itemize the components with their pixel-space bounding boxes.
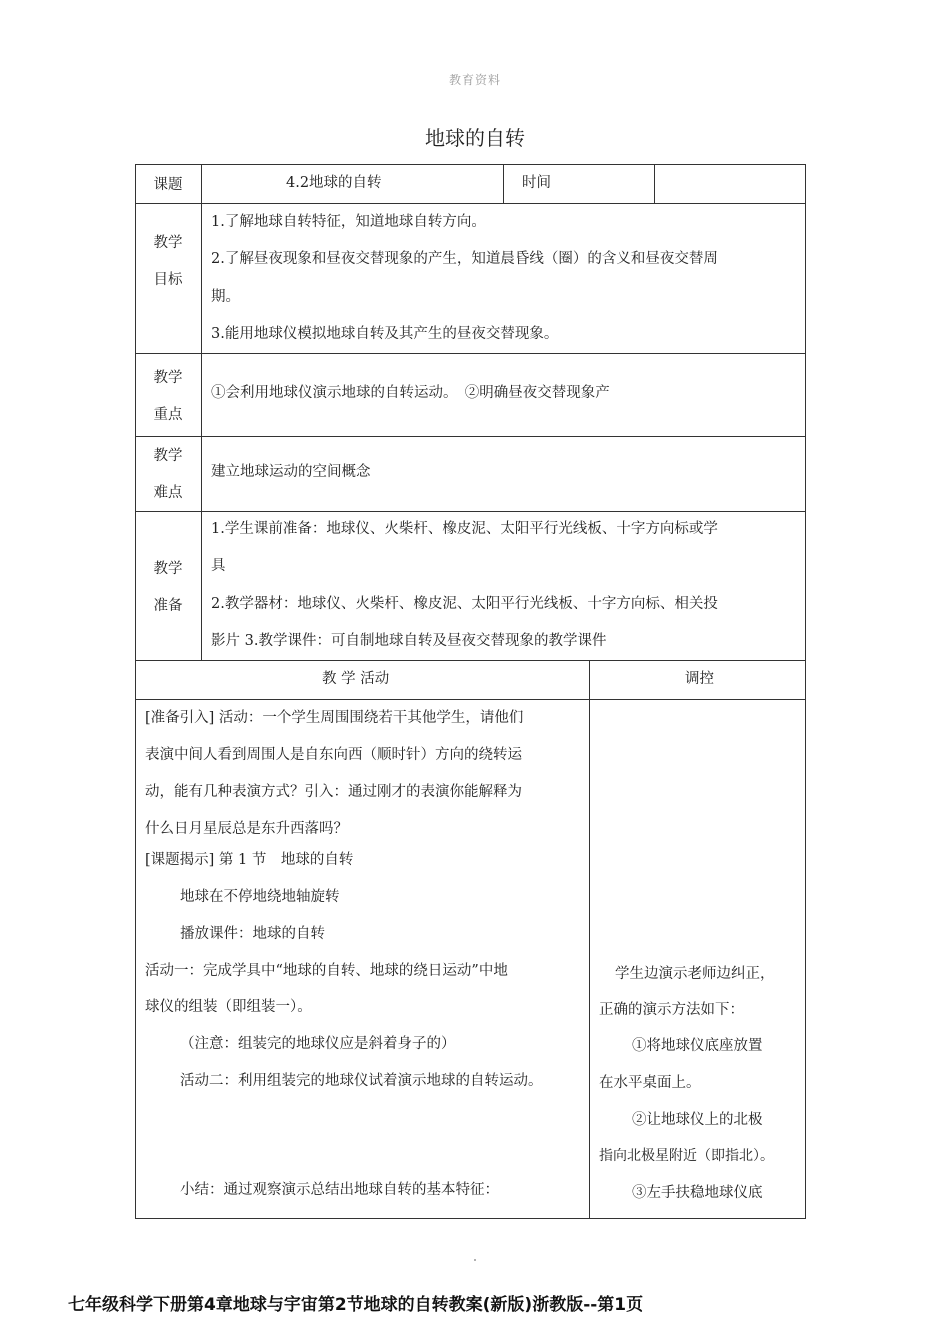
prep-line: 1.学生课前准备：地球仪、火柴杆、橡皮泥、太阳平行光线板、十字方向标或学 bbox=[211, 521, 718, 537]
key-text: ①会利用地球仪演示地球的自转运动。 ②明确昼夜交替现象产 bbox=[211, 385, 610, 401]
topic-label: 课题 bbox=[153, 177, 183, 193]
activity-line: 球仪的组装（即组装一）。 bbox=[145, 999, 312, 1015]
activity-line: 动，能有几种表演方式？引入：通过刚才的表演你能解释为 bbox=[145, 784, 522, 800]
activity-line: 活动一：完成学具中“地球的自转、地球的绕日运动”中地 bbox=[145, 963, 508, 979]
activity-line: 活动二：利用组装完的地球仪试着演示地球的自转运动。 bbox=[180, 1073, 543, 1089]
prep-line: 具 bbox=[211, 558, 226, 574]
activity-header: 教 学 活动 bbox=[322, 671, 390, 687]
prep-label-2: 准备 bbox=[153, 598, 183, 614]
page-title: 地球的自转 bbox=[425, 126, 525, 150]
goal-line: 1.了解地球自转特征，知道地球自转方向。 bbox=[211, 214, 486, 230]
control-line: 正确的演示方法如下： bbox=[599, 1002, 744, 1018]
activity-line: [准备引入] 活动：一个学生周围围绕若干其他学生，请他们 bbox=[145, 710, 524, 726]
goal-line: 3.能用地球仪模拟地球自转及其产生的昼夜交替现象。 bbox=[211, 326, 559, 342]
activity-line: 表演中间人看到周围人是自东向西（顺时针）方向的绕转运 bbox=[145, 747, 522, 763]
activity-line: 什么日月星辰总是东升西落吗？ bbox=[145, 821, 348, 837]
key-label-1: 教学 bbox=[153, 370, 183, 386]
activity-line: （注意：组装完的地球仪应是斜着身子的） bbox=[180, 1036, 456, 1052]
goal-line: 期。 bbox=[211, 289, 240, 305]
prep-line: 2.教学器材：地球仪、火柴杆、橡皮泥、太阳平行光线板、十字方向标、相关投 bbox=[211, 596, 718, 612]
prep-line: 影片 3.教学课件：可自制地球自转及昼夜交替现象的教学课件 bbox=[211, 633, 607, 649]
activity-line: 小结：通过观察演示总结出地球自转的基本特征： bbox=[180, 1182, 499, 1198]
time-label: 时间 bbox=[522, 175, 551, 191]
topic-value: 4.2地球的自转 bbox=[286, 175, 382, 191]
activity-line: 地球在不停地绕地轴旋转 bbox=[180, 889, 340, 905]
goals-label-2: 目标 bbox=[153, 272, 183, 288]
control-line: 指向北极星附近（即指北）。 bbox=[599, 1148, 774, 1164]
activity-line: 播放课件：地球的自转 bbox=[180, 926, 325, 942]
activity-line: [课题揭示] 第 1 节 地球的自转 bbox=[145, 852, 354, 868]
page-dot bbox=[474, 1259, 476, 1261]
control-header: 调控 bbox=[685, 671, 714, 687]
control-line: 学生边演示老师边纠正， bbox=[615, 966, 775, 982]
difficulty-text: 建立地球运动的空间概念 bbox=[211, 464, 371, 480]
control-line: 在水平桌面上。 bbox=[599, 1075, 701, 1091]
control-line: ③左手扶稳地球仪底 bbox=[632, 1185, 763, 1201]
control-line: ②让地球仪上的北极 bbox=[632, 1112, 763, 1128]
page-footer: 七年级科学下册第4章地球与宇宙第2节地球的自转教案(新版)浙教版--第1页 bbox=[68, 1295, 644, 1315]
difficulty-label-1: 教学 bbox=[153, 448, 183, 464]
watermark: 教育资料 bbox=[448, 73, 501, 87]
control-line: ①将地球仪底座放置 bbox=[632, 1038, 763, 1054]
goals-label-1: 教学 bbox=[153, 235, 183, 251]
prep-label-1: 教学 bbox=[153, 561, 183, 577]
key-label-2: 重点 bbox=[153, 407, 183, 423]
goal-line: 2.了解昼夜现象和昼夜交替现象的产生，知道晨昏线（圈）的含义和昼夜交替周 bbox=[211, 251, 718, 267]
difficulty-label-2: 难点 bbox=[153, 485, 183, 501]
